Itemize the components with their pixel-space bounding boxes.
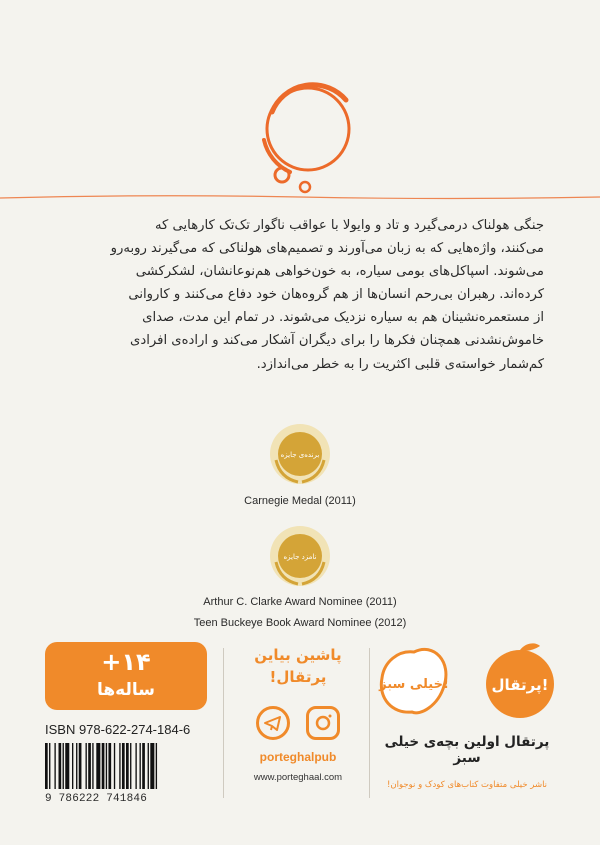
divider [369,648,370,798]
barcode-bar [135,743,136,789]
barcode-bar [148,743,149,789]
barcode-bar [76,743,77,789]
nominee-medal-icon [262,522,338,594]
back-cover-blurb [62,214,544,376]
stain-illustration [0,0,600,210]
isbn-panel [45,642,225,805]
barcode-bar [130,743,131,789]
barcode-bar [102,743,105,789]
barcode-number: 9 786222 741846 [45,793,148,805]
barcode-bar [45,743,48,789]
blurb-line: می‌کنند، واژه‌هایی که به زبان می‌آورند و تصمیم‌های هولناکی که می‌گیرند روبه‌رو [110,241,544,257]
logo-text: پرتقال! [491,676,549,694]
barcode-bar [79,743,82,789]
barcode-bar [114,743,115,789]
award-clarke: Arthur C. Clarke Award Nominee (2011) [203,596,397,608]
barcode [45,743,225,805]
publisher-brand [372,640,562,790]
barcode-bar [86,743,87,789]
barcode-bar [54,743,55,789]
blurb-line: می‌شوند. اسپاکل‌های بومی سیاره، به خون‌خواهی هم‌نوعانشان، لشکرکشی [135,264,544,280]
divider [223,648,224,798]
barcode-bar [142,743,145,789]
barcode-bar [65,743,69,789]
social-handle[interactable]: porteghalpub [259,750,337,764]
award-buckeye: Teen Buckeye Book Award Nominee (2012) [193,617,407,629]
barcode-bar [92,743,93,789]
badge-text: خیلی سبز! [379,677,449,692]
telegram-icon[interactable] [256,706,290,740]
age-label: ساله‌ها [97,680,155,700]
barcode-bar [108,743,111,789]
social-title-line1: پاشین بیاین [254,646,342,664]
brand-subline: ناشر خیلی متفاوت کتاب‌های کودک و نوجوان! [386,780,548,790]
barcode-bars [45,743,210,789]
social-title-line2: پرتقال! [269,668,327,686]
website-link[interactable]: www.porteghaal.com [253,772,343,783]
winner-medal-icon [262,420,338,492]
age-number: +۱۴ [101,648,151,676]
blurb-line: جنگی هولناک درمی‌گیرد و تاد و وایولا با عواقب ناگوار تک‌تک کارهایی که [154,218,544,233]
green-badge-logo-icon [372,640,456,720]
barcode-bar [156,743,157,789]
barcode-bar [150,743,154,789]
brand-tagline: پرتقال اولین بچه‌ی خیلی سبز [384,734,550,766]
barcode-bar [59,743,62,789]
award-carnegie: Carnegie Medal (2011) [244,495,356,507]
barcode-bar [119,743,120,789]
medal-label: نامزد جایزه [283,553,317,561]
blurb-line: کرده‌اند. رهبران بی‌رحم انسان‌ها از هم گروه‌هان خود دفاع می‌کنند و کاروانی [128,287,544,303]
instagram-icon[interactable] [306,706,340,740]
barcode-bar [88,743,91,789]
blurb-line: خاموش‌نشدنی همچنان فکرها را برای دیگران آشکار می‌کند و اراده‌ی افرادی [130,333,544,349]
barcode-bar [96,743,100,789]
barcode-bar [49,743,50,789]
blurb-line: از مستعمره‌نشینان هم به سیاره نزدیک می‌شوند. در تمام این مدت، صدای [142,310,544,326]
barcode-bar [72,743,73,789]
isbn-text: ISBN 978-622-274-184-6 [45,722,191,737]
age-rating-badge [45,642,207,710]
barcode-bar [63,743,64,789]
blurb-line: کم‌شمار خواسته‌ی قلبی اکثریت را به خطر می‌اندازد. [256,356,544,372]
barcode-bar [126,743,129,789]
barcode-bar [122,743,125,789]
orange-logo-icon [478,640,562,720]
social-panel [236,644,360,783]
barcode-bar [106,743,107,789]
barcode-bar [140,743,141,789]
medal-label: برنده‌ی جایزه [280,451,320,459]
